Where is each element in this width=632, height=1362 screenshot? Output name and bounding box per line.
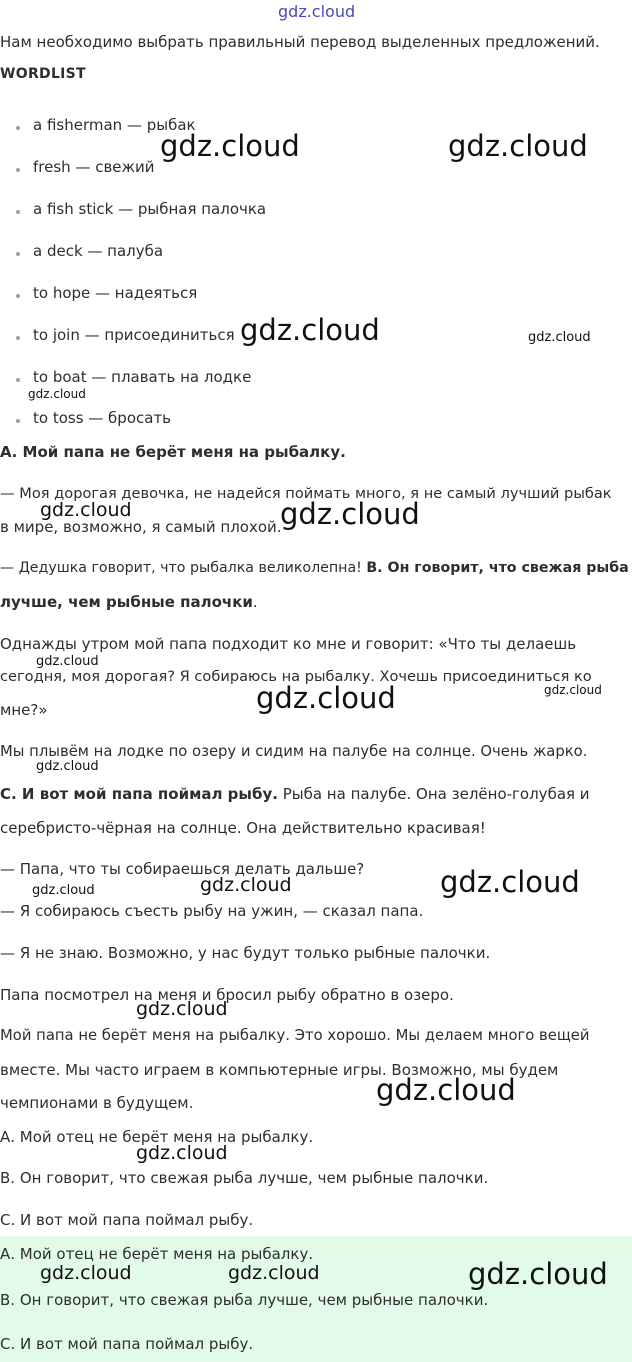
watermark: gdz.cloud bbox=[440, 865, 580, 899]
watermark: gdz.cloud bbox=[32, 883, 95, 898]
list-item: a fisherman — рыбак bbox=[33, 116, 196, 134]
watermark: gdz.cloud bbox=[240, 313, 380, 347]
story-text: . bbox=[252, 593, 258, 611]
bullet-icon bbox=[16, 336, 20, 340]
highlighted-sentence-b: В. Он говорит, что свежая рыба bbox=[366, 560, 629, 576]
bullet-icon bbox=[16, 419, 20, 423]
watermark: gdz.cloud bbox=[40, 1262, 132, 1284]
list-item: to join — присоединиться bbox=[33, 326, 235, 344]
bullet-icon bbox=[16, 210, 20, 214]
story-paragraph: вместе. Мы часто играем в компьютерные игры. Возможно, мы будем bbox=[0, 1061, 559, 1079]
answer-b: В. Он говорит, что свежая рыба лучше, чем рыбные палочки. bbox=[0, 1291, 489, 1309]
watermark: gdz.cloud bbox=[36, 654, 99, 669]
story-paragraph bbox=[0, 593, 258, 611]
story-paragraph: мне?» bbox=[0, 701, 48, 719]
bullet-icon bbox=[16, 252, 20, 256]
story-heading-a: А. Мой папа не берёт меня на рыбалку. bbox=[0, 443, 346, 461]
story-paragraph: в мире, возможно, я самый плохой. bbox=[0, 518, 282, 536]
highlighted-sentence-b-end: лучше, чем рыбные палочки bbox=[0, 593, 253, 611]
answer-c: С. И вот мой папа поймал рыбу. bbox=[0, 1335, 254, 1353]
watermark: gdz.cloud bbox=[40, 499, 132, 521]
story-paragraph bbox=[0, 560, 629, 576]
list-item: to toss — бросать bbox=[33, 409, 172, 427]
watermark: gdz.cloud bbox=[448, 129, 588, 163]
highlighted-sentence-c: С. И вот мой папа поймал рыбу. bbox=[0, 785, 278, 803]
bullet-icon bbox=[16, 294, 20, 298]
list-item: to boat — плавать на лодке bbox=[33, 368, 252, 386]
story-text: — Дедушка говорит, что рыбалка великолепна! bbox=[0, 560, 367, 576]
watermark: gdz.cloud bbox=[256, 681, 396, 715]
watermark: gdz.cloud bbox=[528, 330, 591, 345]
story-paragraph: — Я собираюсь съесть рыбу на ужин, — сказал папа. bbox=[0, 902, 424, 920]
intro-text: Нам необходимо выбрать правильный перевод выделенных предложений. bbox=[0, 33, 600, 51]
story-paragraph: сегодня, моя дорогая? Я собираюсь на рыбалку. Хочешь присоединиться ко bbox=[0, 668, 592, 685]
list-item: to hope — надеяться bbox=[33, 284, 198, 302]
answer-box bbox=[0, 1236, 632, 1362]
story-paragraph: Мой папа не берёт меня на рыбалку. Это хорошо. Мы делаем много вещей bbox=[0, 1027, 590, 1044]
story-paragraph: серебристо-чёрная на солнце. Она действительно красивая! bbox=[0, 819, 486, 837]
list-item: a fish stick — рыбная палочка bbox=[33, 200, 267, 218]
watermark: gdz.cloud bbox=[136, 1142, 228, 1164]
bullet-icon bbox=[16, 378, 20, 382]
watermark: gdz.cloud bbox=[228, 1262, 320, 1284]
story-paragraph bbox=[0, 785, 590, 803]
list-item: a deck — палуба bbox=[33, 242, 164, 260]
story-text: Рыба на палубе. Она зелёно-голубая и bbox=[277, 785, 590, 803]
watermark: gdz.cloud bbox=[280, 497, 420, 531]
list-item: fresh — свежий bbox=[33, 158, 155, 176]
watermark: gdz.cloud bbox=[136, 998, 228, 1020]
watermark: gdz.cloud bbox=[36, 759, 99, 774]
watermark: gdz.cloud bbox=[376, 1073, 516, 1107]
option-c: С. И вот мой папа поймал рыбу. bbox=[0, 1211, 254, 1229]
story-paragraph: Однажды утром мой папа подходит ко мне и говорит: «Что ты делаешь bbox=[0, 635, 577, 653]
story-paragraph: — Моя дорогая девочка, не надейся поймать много, я не самый лучший рыбак bbox=[0, 485, 612, 502]
story-paragraph: чемпионами в будущем. bbox=[0, 1094, 194, 1112]
option-b: В. Он говорит, что свежая рыба лучше, чем рыбные палочки. bbox=[0, 1169, 489, 1187]
wordlist-heading: WORDLIST bbox=[0, 66, 86, 82]
watermark: gdz.cloud bbox=[468, 1257, 608, 1291]
story-paragraph: — Я не знаю. Возможно, у нас будут только рыбные палочки. bbox=[0, 944, 491, 962]
bullet-icon bbox=[16, 126, 20, 130]
story-paragraph: — Папа, что ты собираешься делать дальше? bbox=[0, 860, 365, 878]
story-paragraph: Папа посмотрел на меня и бросил рыбу обратно в озеро. bbox=[0, 986, 454, 1004]
watermark: gdz.cloud bbox=[160, 129, 300, 163]
watermark: gdz.cloud bbox=[200, 874, 292, 896]
watermark: gdz.cloud bbox=[28, 387, 86, 401]
answer-a: А. Мой отец не берёт меня на рыбалку. bbox=[0, 1245, 314, 1263]
bullet-icon bbox=[16, 168, 20, 172]
option-a: А. Мой отец не берёт меня на рыбалку. bbox=[0, 1128, 314, 1146]
story-paragraph: Мы плывём на лодке по озеру и сидим на палубе на солнце. Очень жарко. bbox=[0, 743, 588, 760]
watermark: gdz.cloud bbox=[544, 683, 602, 697]
header-watermark: gdz.cloud bbox=[278, 2, 356, 21]
